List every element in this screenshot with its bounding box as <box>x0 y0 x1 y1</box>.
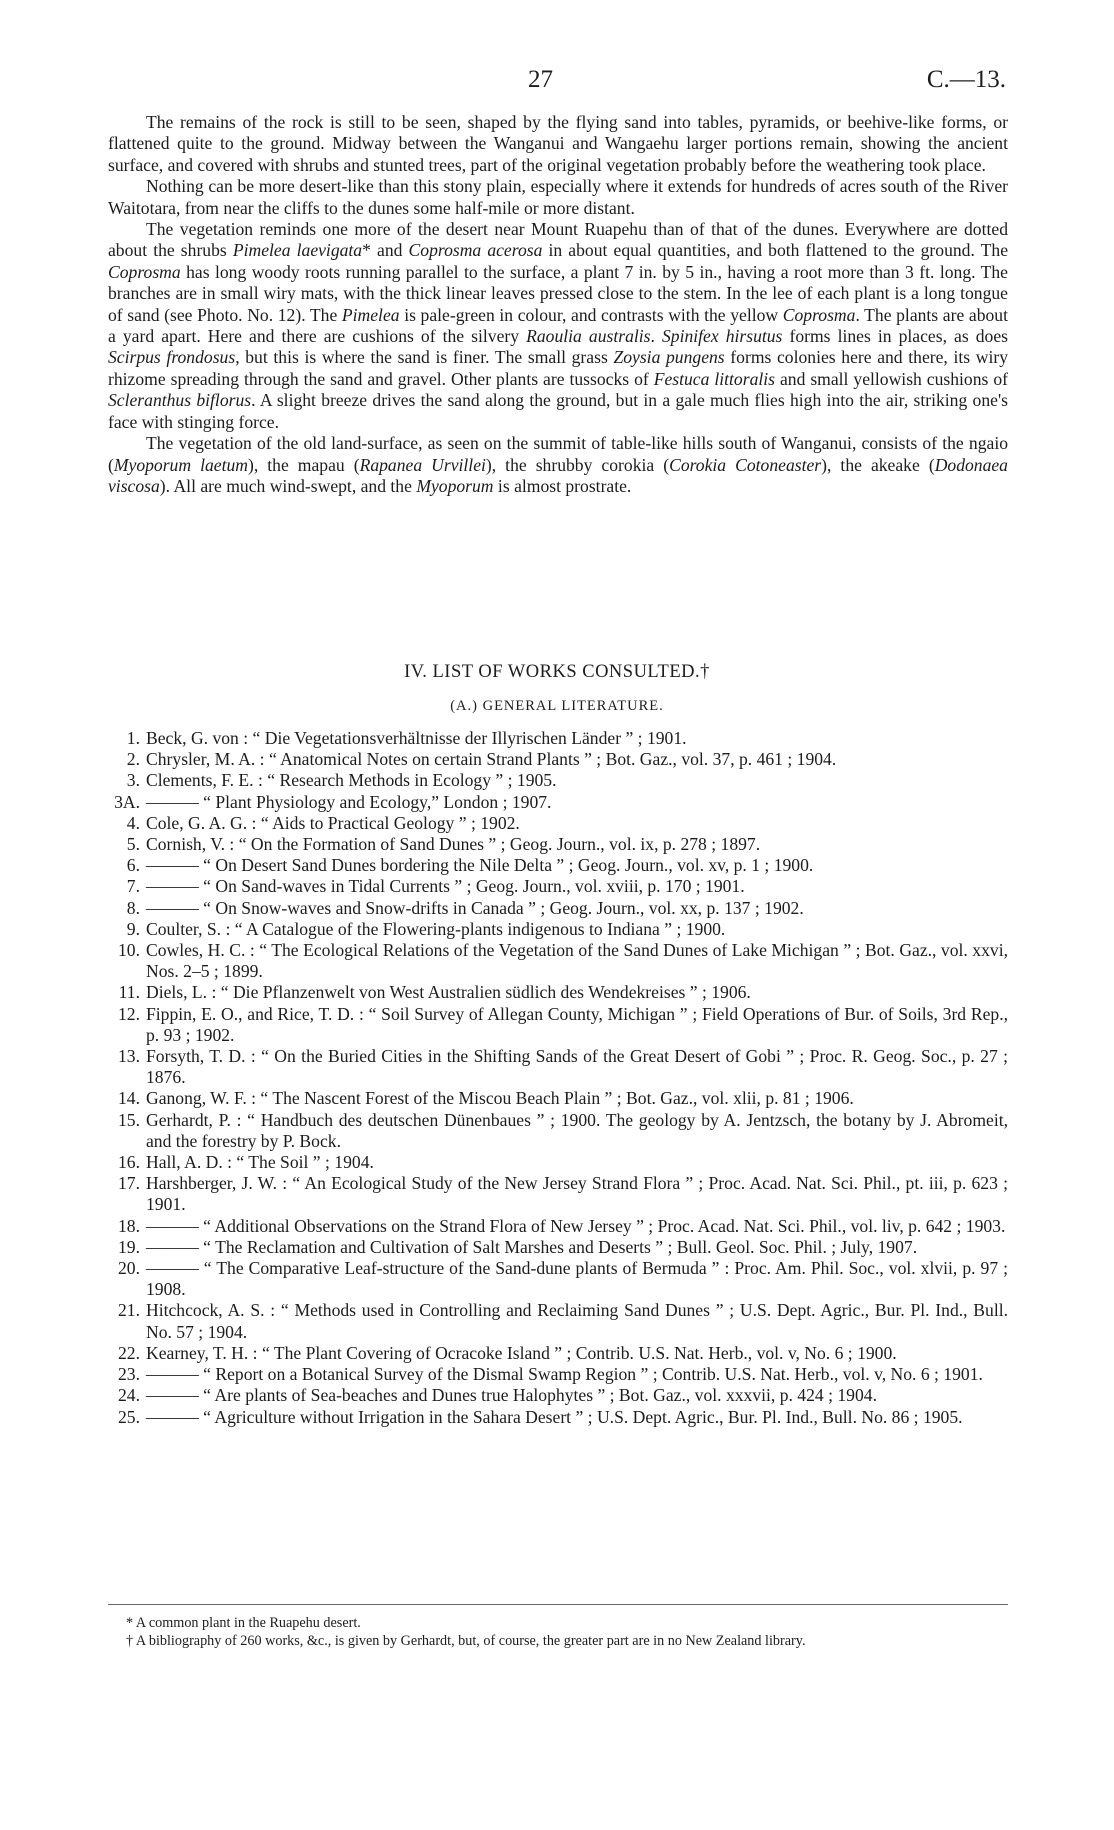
species-name: Scleranthus biflorus <box>108 390 252 411</box>
reference-item <box>108 1364 1008 1385</box>
reference-item <box>108 1088 1008 1109</box>
reference-item <box>108 1407 1008 1428</box>
text-run: is pale-green in colour, and contrasts with the yellow <box>399 304 783 325</box>
species-name: Coprosma <box>108 261 181 282</box>
text-run: ), the mapau ( <box>247 454 360 475</box>
reference-item <box>108 813 1008 834</box>
reference-number: 5. <box>126 834 140 855</box>
reference-text: Harshberger, J. W. : “ An Ecological Study of the New Jersey Strand Flora ” ; Proc. Acad. Nat. Sci. Phil., pt. iii, p. 623 ; 1901. <box>146 1173 1008 1215</box>
reference-number: 2. <box>126 749 140 770</box>
reference-item <box>108 1385 1008 1406</box>
text-run: , but this is where the sand is finer. The small grass <box>235 347 614 368</box>
reference-item <box>108 1152 1008 1173</box>
species-name: Myoporum laetum <box>113 454 248 475</box>
reference-text: Coulter, S. : “ A Catalogue of the Flowering-plants indigenous to Indiana ” ; 1900. <box>146 918 726 939</box>
reference-number: 7. <box>126 876 140 897</box>
reference-text: Hitchcock, A. S. : “ Methods used in Controlling and Reclaiming Sand Dunes ” ; U.S. Dept. Agric., Bur. Pl. Ind., Bull. No. 57 ; 1904. <box>146 1300 1008 1342</box>
text-run: . A slight breeze drives the sand along the ground, but in a gale much flies high into the air, striking one's face with stinging force. <box>108 390 1008 432</box>
species-name: Dodonaea viscosa <box>108 454 1008 496</box>
reference-item <box>108 770 1008 791</box>
body-paragraph <box>108 176 1008 219</box>
species-name: Zoysia pungens <box>613 347 725 368</box>
reference-text: Ganong, W. F. : “ The Nascent Forest of the Miscou Beach Plain ” ; Bot. Gaz., vol. xlii, p. 81 ; 1906. <box>146 1088 854 1109</box>
text-run: forms lines in places, as does <box>782 326 1009 347</box>
species-name: Coprosma <box>782 304 856 325</box>
reference-number: 15. <box>118 1109 140 1130</box>
reference-text: ——— “ On Sand-waves in Tidal Currents ” ; Geog. Journ., vol. xviii, p. 170 ; 1901. <box>146 876 745 897</box>
reference-item <box>108 940 1008 982</box>
reference-item <box>108 1173 1008 1215</box>
reference-number: 8. <box>126 897 140 918</box>
species-name: Spinifex hirsutus <box>661 326 783 347</box>
reference-number: 21. <box>118 1300 140 1321</box>
page-number: 27 <box>528 66 553 93</box>
section-title: IV. LIST OF WORKS CONSULTED.† <box>404 662 710 682</box>
text-run: ). All are much wind-swept, and the <box>159 475 417 496</box>
reference-list <box>108 728 1008 1428</box>
reference-text: Cole, G. A. G. : “ Aids to Practical Geology ” ; 1902. <box>146 812 520 833</box>
reference-text: Gerhardt, P. : “ Handbuch des deutschen Dünenbaues ” ; 1900. The geology by A. Jentzsch, the botany by J. Abromeit, and the forestry by P. Bock. <box>146 1109 1008 1151</box>
text-run: The vegetation reminds one more of the desert near Mount Ruapehu than of that of the dunes. Everywhere are dotted about the shrubs <box>108 219 1008 261</box>
reference-number: 25. <box>118 1406 140 1427</box>
reference-item <box>108 1258 1008 1300</box>
reference-text: Fippin, E. O., and Rice, T. D. : “ Soil Survey of Allegan County, Michigan ” ; Field Operations of Bur. of Soils, 3rd Rep., p. 93 ; 1902. <box>146 1003 1008 1045</box>
footnotes <box>108 1614 1008 1650</box>
text-run: is almost prostrate. <box>493 475 632 496</box>
reference-item <box>108 1110 1008 1152</box>
reference-item <box>108 728 1008 749</box>
footnote: * A common plant in the Ruapehu desert. <box>126 1615 361 1631</box>
reference-text: Cowles, H. C. : “ The Ecological Relations of the Vegetation of the Sand Dunes of Lake Michigan ” ; Bot. Gaz., vol. xxvi, Nos. 2–5 ; 1899. <box>146 940 1008 982</box>
reference-number: 6. <box>126 855 140 876</box>
reference-number: 22. <box>118 1342 140 1363</box>
reference-text: Kearney, T. H. : “ The Plant Covering of Ocracoke Island ” ; Contrib. U.S. Nat. Herb., vol. v, No. 6 ; 1900. <box>146 1342 897 1363</box>
species-name: Pimelea laevigata <box>232 240 363 261</box>
species-name: Raoulia australis <box>526 326 651 347</box>
species-name: Scirpus frondosus <box>108 347 236 368</box>
reference-number: 3A. <box>114 791 140 812</box>
reference-text: Chrysler, M. A. : “ Anatomical Notes on certain Strand Plants ” ; Bot. Gaz., vol. 37, p. 461 ; 1904. <box>146 749 837 770</box>
species-name: Festuca littoralis <box>653 368 775 389</box>
reference-number: 12. <box>118 1003 140 1024</box>
reference-number: 14. <box>118 1088 140 1109</box>
reference-item <box>108 919 1008 940</box>
reference-item <box>108 1343 1008 1364</box>
reference-text: ——— “ The Comparative Leaf-structure of the Sand-dune plants of Bermuda ” : Proc. Am. Phil. Soc., vol. xlvii, p. 97 ; 1908. <box>146 1258 1008 1300</box>
reference-number: 11. <box>118 982 140 1003</box>
text-run: in about equal quantities, and both flattened to the ground. The <box>542 240 1009 261</box>
reference-item <box>108 834 1008 855</box>
reference-number: 9. <box>126 918 140 939</box>
reference-text: ——— “ Plant Physiology and Ecology,” London ; 1907. <box>146 791 552 812</box>
reference-number: 24. <box>118 1385 140 1406</box>
reference-item <box>108 1046 1008 1088</box>
body-paragraph <box>108 112 1008 176</box>
reference-text: ——— “ Agriculture without Irrigation in the Sahara Desert ” ; U.S. Dept. Agric., Bur. Pl. Ind., Bull. No. 86 ; 1905. <box>146 1406 963 1427</box>
subsection-title: (A.) GENERAL LITERATURE. <box>450 698 664 714</box>
reference-number: 1. <box>126 728 140 748</box>
reference-number: 23. <box>118 1364 140 1385</box>
reference-item <box>108 855 1008 876</box>
text-run: The remains of the rock is still to be seen, shaped by the flying sand into tables, pyramids, or beehive-like forms, or flattened quite to the ground. Midway between the Wanganui and Wangaehu larger portions remain, showing the ancient surface, and covered with shrubs and stunted trees, part of the original vegetation probably before the weathering took place. <box>108 112 1008 175</box>
text-run: . The plants are about a yard apart. Here and there are cushions of the silvery <box>108 304 1008 347</box>
reference-text: ——— “ Are plants of Sea-beaches and Dunes true Halophytes ” ; Bot. Gaz., vol. xxxvii, p. 424 ; 1904. <box>146 1385 877 1406</box>
reference-text: ——— “ On Snow-waves and Snow-drifts in Canada ” ; Geog. Journ., vol. xx, p. 137 ; 1902. <box>146 897 804 918</box>
species-name: Myoporum <box>416 475 494 496</box>
text-run: . <box>650 326 662 347</box>
text-run: has long woody roots running parallel to the surface, a plant 7 in. by 5 in., having a root more than 3 ft. long. The branches are in small wiry mats, with the thick linear leaves pressed close to the stem. In the lee of each plant is a long tongue of sand (see Photo. No. 12). The <box>108 261 1008 325</box>
species-name: Corokia Cotoneaster <box>669 454 822 475</box>
text-run: Nothing can be more desert-like than this stony plain, especially where it extends for hundreds of acres south of the River Waitotara, from near the cliffs to the dunes some half-mile or more distant. <box>108 176 1008 218</box>
text-run: forms colonies here and there, its wiry rhizome spreading through the sand and gravel. Other plants are tussocks of <box>108 347 1008 389</box>
text-run: ), the akeake ( <box>821 454 935 475</box>
footnote-divider <box>108 1604 1008 1605</box>
reference-text: Beck, G. von : “ Die Vegetationsverhältnisse der Illyrischen Länder ” ; 1901. <box>146 728 687 748</box>
reference-item <box>108 876 1008 897</box>
species-name: Rapanea Urvillei <box>359 454 486 475</box>
reference-text: Cornish, V. : “ On the Formation of Sand Dunes ” ; Geog. Journ., vol. ix, p. 278 ; 1897. <box>146 834 761 855</box>
species-name: Coprosma acerosa <box>408 240 543 261</box>
reference-number: 4. <box>126 812 140 833</box>
reference-item <box>108 1004 1008 1046</box>
reference-number: 18. <box>118 1215 140 1236</box>
body-paragraph <box>108 433 1008 497</box>
reference-text: Hall, A. D. : “ The Soil ” ; 1904. <box>146 1152 374 1173</box>
text-run: and small yellowish cushions of <box>775 368 1008 389</box>
reference-text: Clements, F. E. : “ Research Methods in Ecology ” ; 1905. <box>146 770 557 791</box>
reference-item <box>108 898 1008 919</box>
reference-number: 13. <box>118 1046 140 1067</box>
reference-text: ——— “ The Reclamation and Cultivation of Salt Marshes and Deserts ” ; Bull. Geol. Soc. Phil. ; July, 1907. <box>146 1236 918 1257</box>
text-run: * and <box>362 240 409 261</box>
reference-text: ——— “ Additional Observations on the Strand Flora of New Jersey ” ; Proc. Acad. Nat. Sci. Phil., vol. liv, p. 642 ; 1903. <box>146 1215 1006 1236</box>
reference-text: Forsyth, T. D. : “ On the Buried Cities in the Shifting Sands of the Great Desert of Gobi ” ; Proc. R. Geog. Soc., p. 27 ; 1876. <box>146 1046 1008 1088</box>
reference-item <box>108 792 1008 813</box>
reference-number: 10. <box>118 940 140 961</box>
text-run: The vegetation of the old land-surface, as seen on the summit of table-like hills south of Wanganui, consists of the ngaio ( <box>108 433 1008 475</box>
reference-text: ——— “ Report on a Botanical Survey of the Dismal Swamp Region ” ; Contrib. U.S. Nat. Herb., vol. v, No. 6 ; 1901. <box>146 1364 983 1385</box>
series-reference: C.—13. <box>926 66 1006 93</box>
text-run: ), the shrubby corokia ( <box>485 454 670 475</box>
reference-text: Diels, L. : “ Die Pflanzenwelt von West Australien südlich des Wendekreises ” ; 1906. <box>146 982 751 1003</box>
reference-number: 17. <box>118 1173 140 1194</box>
body-text <box>108 112 1008 497</box>
reference-text: ——— “ On Desert Sand Dunes bordering the Nile Delta ” ; Geog. Journ., vol. xv, p. 1 ; 1900. <box>146 855 814 876</box>
reference-number: 20. <box>118 1258 140 1279</box>
reference-number: 16. <box>118 1152 140 1173</box>
reference-number: 3. <box>126 770 140 791</box>
species-name: Pimelea <box>341 304 400 325</box>
reference-item <box>108 1237 1008 1258</box>
reference-item <box>108 982 1008 1003</box>
reference-item <box>108 1216 1008 1237</box>
reference-item <box>108 749 1008 770</box>
footnote: † A bibliography of 260 works, &c., is given by Gerhardt, but, of course, the greater part are in no New Zealand library. <box>126 1633 806 1649</box>
page-header <box>0 66 1114 100</box>
reference-item <box>108 1300 1008 1342</box>
reference-number: 19. <box>118 1236 140 1257</box>
body-paragraph <box>108 219 1008 433</box>
